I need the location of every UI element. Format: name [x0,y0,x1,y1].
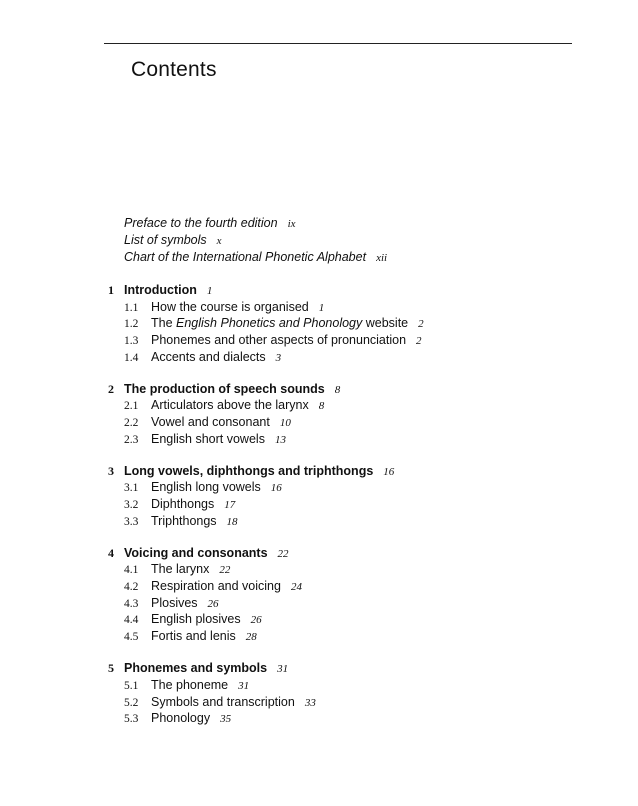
entry-page: 17 [224,499,236,511]
section-entry[interactable] [108,479,424,496]
section-title: English plosives [151,612,241,627]
entry-page: 8 [334,383,341,396]
entry-page: 2 [416,334,422,347]
section-number: 1.3 [124,334,139,347]
section-title: The larynx [151,562,210,577]
section-title: Phonemes and other aspects of pronunciation [151,332,407,347]
section-number: 5.3 [124,713,139,726]
section-entry[interactable] [108,611,424,628]
chapter-heading[interactable] [108,545,424,562]
section-title-italic: English Phonetics and Phonology [176,316,363,331]
entry-title: Preface to the fourth edition [124,216,278,230]
section-title: Symbols and transcription [151,694,295,709]
section-entry[interactable] [108,595,424,612]
section-entry[interactable] [108,414,424,431]
section-entry[interactable] [108,677,424,694]
section-title-post: website [362,316,409,331]
section-number: 4.4 [124,614,139,627]
top-rule [104,43,572,44]
section-number: 1.1 [124,301,139,314]
front-matter-item[interactable] [124,215,387,232]
entry-page: 33 [304,696,316,709]
entry-page: 22 [219,564,231,577]
chapter-number: 2 [108,381,114,396]
section-entry[interactable] [108,496,424,513]
section-entry[interactable] [108,561,424,578]
chapter-title: Voicing and consonants [124,545,268,560]
entry-page: 16 [270,482,282,495]
chapter-block [108,463,424,530]
section-entry[interactable] [108,513,424,530]
section-title: Accents and dialects [151,349,266,364]
section-entry[interactable] [108,578,424,595]
chapter-number: 3 [108,463,114,478]
chapter-title: The production of speech sounds [124,381,325,396]
chapter-heading[interactable] [108,463,424,480]
section-title: Triphthongs [151,513,217,528]
section-title: Respiration and voicing [151,579,281,594]
chapter-block [108,381,424,448]
section-entry[interactable] [108,397,424,414]
section-entry[interactable] [108,628,424,645]
section-number: 1.4 [124,351,139,364]
entry-page: 1 [206,285,213,297]
entry-page: 24 [290,581,302,594]
chapter-heading[interactable] [108,282,424,299]
entry-page: 31 [238,679,250,692]
section-number: 2.2 [124,416,139,429]
entry-page: 26 [250,614,262,627]
section-number: 3.3 [124,515,139,528]
section-title: Diphthongs [151,497,215,511]
section-title: Plosives [151,595,198,610]
entry-page: 13 [274,433,286,446]
page-title: Contents [131,58,217,81]
chapter-title: Introduction [124,283,197,297]
section-number: 4.3 [124,597,139,610]
front-matter-list [124,215,387,266]
section-number: 5.1 [124,679,139,692]
section-title: Vowel and consonant [151,414,270,429]
entry-page: x [216,235,222,247]
section-entry[interactable] [108,332,424,349]
section-title: Phonology [151,711,211,726]
entry-page: ix [287,218,296,230]
section-number: 1.2 [124,318,139,331]
entry-title: Chart of the International Phonetic Alphabet [124,250,367,264]
entry-page: 26 [207,597,219,610]
section-number: 3.2 [124,499,139,511]
chapter-block [108,660,424,727]
section-title: The phoneme [151,677,229,692]
entry-page: 18 [226,515,238,528]
entry-page: 31 [277,663,289,676]
entry-page: 35 [220,713,232,726]
entry-page: 2 [418,318,424,331]
entry-page: 3 [275,351,282,364]
section-entry[interactable] [108,349,424,366]
section-title: English short vowels [151,431,265,446]
entry-page: 22 [277,547,289,560]
chapter-number: 5 [108,661,114,676]
section-number: 4.1 [124,564,139,577]
section-title: English long vowels [151,480,261,495]
section-number: 5.2 [124,696,139,709]
front-matter-item[interactable] [124,232,387,249]
chapter-number: 4 [108,545,114,560]
entry-page: 10 [279,416,291,429]
entry-page: 16 [383,465,395,478]
entry-title: List of symbols [124,233,207,247]
front-matter-item[interactable] [124,249,387,266]
section-entry[interactable] [108,431,424,448]
section-title: How the course is organised [151,299,309,314]
chapter-block [108,545,424,645]
entry-page: 8 [318,400,325,413]
chapter-block [108,282,424,365]
section-number: 4.5 [124,631,139,644]
chapter-heading[interactable] [108,381,424,398]
section-entry[interactable] [108,694,424,711]
entry-page: 28 [245,631,257,644]
chapter-title: Long vowels, diphthongs and triphthongs [124,463,374,478]
section-title: Articulators above the larynx [151,398,309,413]
chapter-heading[interactable] [108,660,424,677]
entry-page: 1 [318,301,325,314]
section-number: 2.3 [124,433,139,446]
section-entry[interactable] [108,299,424,316]
section-entry[interactable] [108,315,424,332]
entry-page: xii [376,252,388,264]
section-entry[interactable] [108,710,424,727]
section-number: 2.1 [124,400,139,413]
chapter-title: Phonemes and symbols [124,661,268,676]
chapter-list [108,282,424,742]
section-title-pre: The [151,316,177,331]
chapter-number: 1 [108,283,114,297]
section-title: Fortis and lenis [151,629,236,644]
section-number: 3.1 [124,482,139,495]
section-number: 4.2 [124,581,139,594]
